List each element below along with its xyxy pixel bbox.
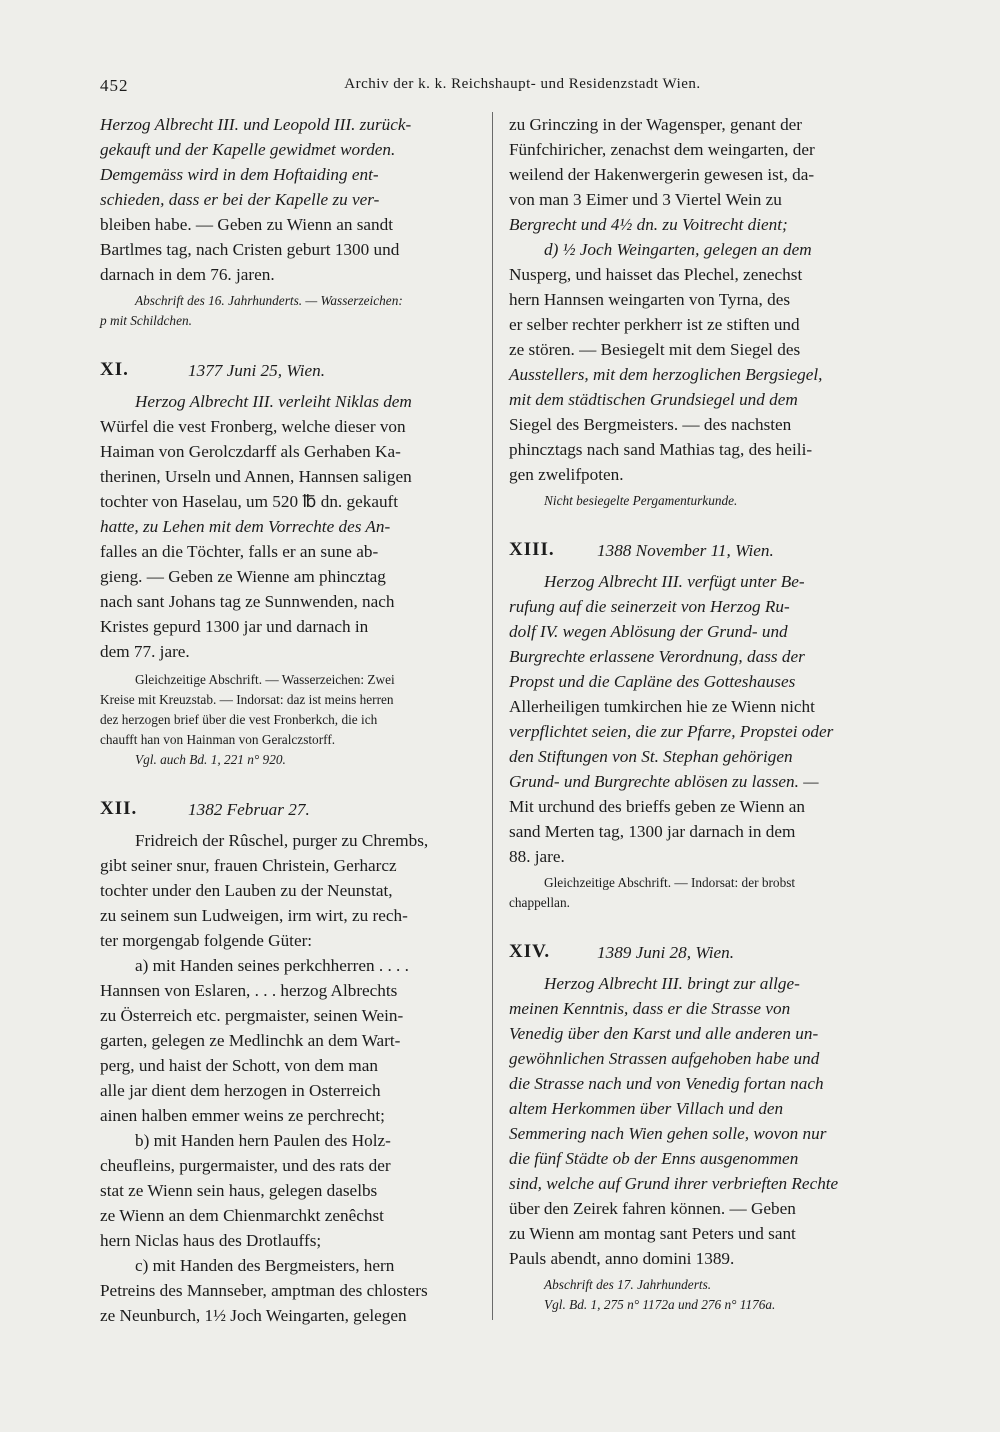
source-note: Gleichzeitige Abschrift. — Indorsat: der brobst chappellan. xyxy=(509,875,796,910)
source-note: Nicht besiegelte Pergamenturkunde. xyxy=(544,493,738,508)
section-body: Fridreich der Rûschel, purger zu Chrembs, gibt seiner snur, frauen Christein, Gerharcz tochter under den Lauben zu der Neunstat, zu seinem sun Ludweigen, irm wirt, zu rech- ter morgengab folgende Güter: a) mit Handen seines perkchherren . . . . Hannsen von Eslaren, . . . herzog Albrechts zu Österreich etc. pergmaister, seinen Wein- garten, gelegen ze Medlinchk an dem Wart- perg, und haist der Schott, von dem man alle jar dient dem herzogen in Osterreich ainen halben emmer weins ze perchrecht; b) mit Handen hern Paulen des Holz- cheufleins, purgermaister, und des rats der stat ze Wienn sein haus, gelegen daselbs ze Wienn an dem Chienmarchkt zenêchst hern Niclas haus des Drotlauffs; c) mit Handen des Bergmeisters, hern Petreins des Mannseber, amptman des chlosters ze Neunburch, 1½ Joch Weingarten, gelegen xyxy=(100,831,429,1325)
page-number: 452 xyxy=(100,76,129,95)
section-body: Herzog Albrecht III. bringt zur allge- meinen Kenntnis, dass er die Strasse von Venedig über den Karst und alle anderen un- gewöhnlichen Strassen aufgehoben habe und die Strasse nach und von Venedig fortan nach altem Herkommen über Villach und den Semmering nach Wien gehen solle, wovon nur die fünf Städte ob der Enns ausgenommen sind, welche auf Grund ihrer verbrieften Rechte über den Zeirek fahren können. — Geben zu Wienn am montag sant Peters und sant Pauls abendt, anno domini 1389. xyxy=(509,974,839,1268)
section-number: XI. xyxy=(100,359,129,380)
text-block: Herzog Albrecht III. und Leopold III. zurück- gekauft und der Kapelle gewidmet worden. Demgemäss wird in dem Hoftaiding ent- schieden, dass er bei der Kapelle zu ver- bleiben habe. — Geben zu Wienn an sandt Bartlmes tag, nach Cristen geburt 1300 und darnach in dem 76. jaren. xyxy=(100,115,412,284)
left-column xyxy=(100,112,488,1328)
section-number: XIV. xyxy=(509,941,551,962)
page-header xyxy=(100,76,900,100)
right-column xyxy=(509,112,897,1315)
section-number: XIII. xyxy=(509,539,555,560)
section-date: 1382 Februar 27. xyxy=(188,800,310,819)
section-body: zu Grinczing in der Wagensper, genant der Fünfchiricher, zenachst dem weingarten, der weilend der Hakenwergerin gewesen ist, da- von man 3 Eimer und 3 Viertel Wein zu Bergrecht und 4½ dn. zu Voitrecht dient; d) ½ Joch Weingarten, gelegen an dem Nusperg, und haisset das Plechel, zenechst hern Hannsen weingarten von Tyrna, des er selber rechter perkherr ist ze stiften und ze stören. — Besiegelt mit dem Siegel des Ausstellers, mit dem herzoglichen Bergsiegel, mit dem städtischen Grundsiegel und dem Siegel des Bergmeisters. — des nachsten phincztags nach sand Mathias tag, des heili- gen zwelifpoten. xyxy=(509,115,823,484)
section-heading xyxy=(509,939,897,969)
section-date: 1388 November 11, Wien. xyxy=(597,541,774,560)
section-number: XII. xyxy=(100,798,138,819)
source-note: Abschrift des 17. Jahrhunderts. Vgl. Bd. 1, 275 n° 1172a und 276 n° 1176a. xyxy=(544,1277,776,1312)
section-body: Herzog Albrecht III. verleiht Niklas dem Würfel die vest Fronberg, welche dieser von Haiman von Gerolczdarff als Gerhaben Ka- therinen, Urseln und Annen, Hannsen saligen tochter von Haselau, um 520 ℔ dn. gekauft hatte, zu Lehen mit dem Vorrechte des An- falles an die Töchter, falls er an sune ab- gieng. — Geben ze Wienne am phincztag nach sant Johans tag ze Sunnwenden, nach Kristes gepurd 1300 jar und darnach in dem 77. jare. xyxy=(100,392,412,661)
source-note: Gleichzeitige Abschrift. — Wasserzeichen: Zwei Kreise mit Kreuzstab. — Indorsat: daz ist meins herren dez herzogen brief über die vest Fronberkch, die ich chaufft han von Hainman von Geralczstorff. Vgl. auch Bd. 1, 221 n° 920. xyxy=(100,672,395,767)
section-heading xyxy=(100,796,488,826)
section-body: Herzog Albrecht III. verfügt unter Be- rufung auf die seinerzeit von Herzog Ru- dolf IV. wegen Ablösung der Grund- und Burgrechte erlassene Verordnung, dass der Propst und die Capläne des Gotteshauses Allerheiligen tumkirchen hie ze Wienn nicht verpflichtet seien, die zur Pfarre, Propstei oder den Stiftungen von St. Stephan gehörigen Grund- und Burgrechte ablösen zu lassen. — Mit urchund des brieffs geben ze Wienn an sand Merten tag, 1300 jar darnach in dem 88. jare. xyxy=(509,572,834,866)
section-date: 1377 Juni 25, Wien. xyxy=(188,361,326,380)
source-note: Abschrift des 16. Jahrhunderts. — Wasserzeichen: p mit Schildchen. xyxy=(100,293,403,328)
section-date: 1389 Juni 28, Wien. xyxy=(597,943,735,962)
running-title: Archiv der k. k. Reichshaupt- und Residenzstadt Wien. xyxy=(344,76,701,92)
column-divider xyxy=(492,112,493,1320)
section-heading xyxy=(509,537,897,567)
section-heading xyxy=(100,357,488,387)
